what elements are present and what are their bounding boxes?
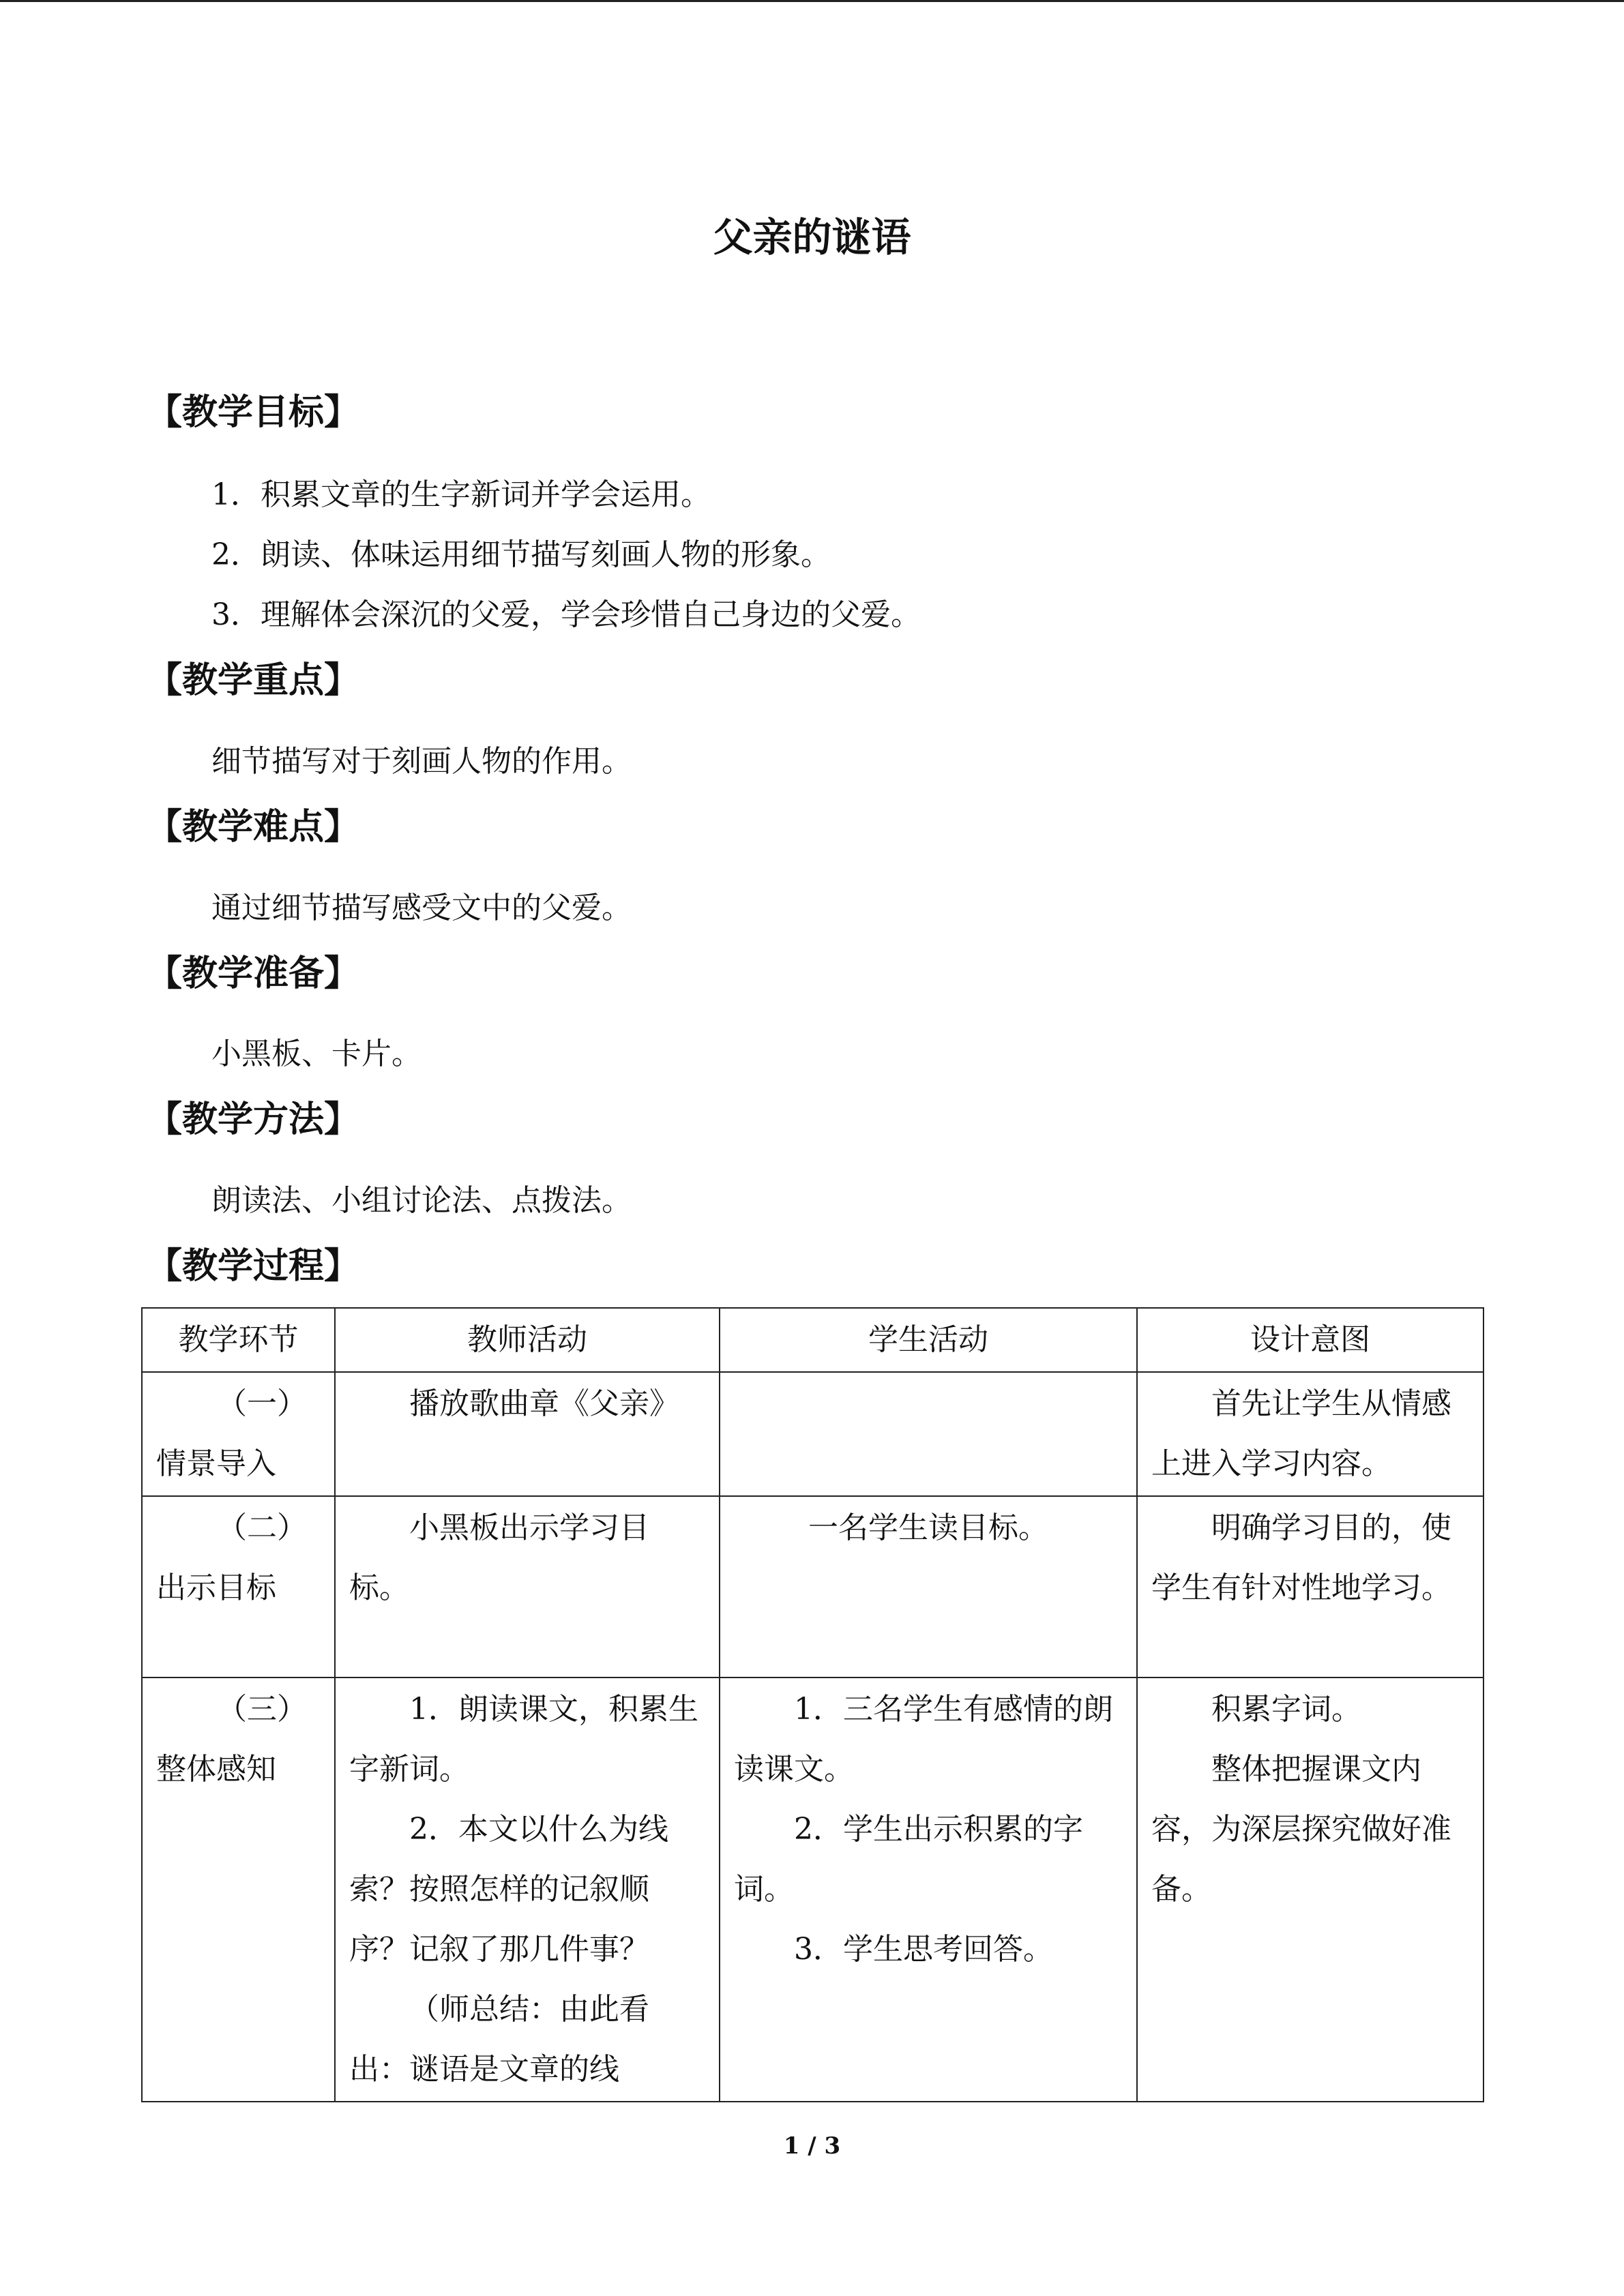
key-points-text: 细节描写对于刻画人物的作用。 (211, 744, 632, 779)
stage-name: 整体感知 (156, 1752, 276, 1787)
student-activity: 一名学生读目标。 (808, 1510, 1048, 1545)
design-intent-cell (1137, 1496, 1483, 1678)
heading-key-points: 【教学重点】 (147, 660, 360, 701)
stage-number: （二） (217, 1510, 307, 1545)
teacher-activity: 小黑板出示学习目标。 (349, 1510, 649, 1605)
student-activity-cell (720, 1678, 1137, 2102)
header-teacher: 教师活动 (335, 1308, 720, 1372)
heading-process: 【教学过程】 (147, 1246, 360, 1287)
teacher-activity: 1．朗读课文，积累生字新词。 (349, 1692, 698, 1787)
design-intent: 整体把握课文内容，为深层探究做好准备。 (1151, 1752, 1451, 1907)
stage-number: （一） (217, 1386, 307, 1421)
table-row (142, 1372, 1483, 1496)
teacher-activity-cell (335, 1678, 720, 2102)
design-intent-cell (1137, 1678, 1483, 2102)
table-row (142, 1496, 1483, 1678)
header-intent: 设计意图 (1137, 1308, 1483, 1372)
teacher-activity-cell (335, 1372, 720, 1496)
heading-preparation: 【教学准备】 (147, 953, 360, 994)
difficulties-text: 通过细节描写感受文中的父爱。 (211, 891, 632, 925)
header-student: 学生活动 (720, 1308, 1137, 1372)
heading-difficulties: 【教学难点】 (147, 807, 360, 848)
methods-text: 朗读法、小组讨论法、点拨法。 (211, 1183, 632, 1218)
stage-name: 出示目标 (156, 1570, 276, 1605)
teacher-activity: （师总结：由此看出：谜语是文章的线 (349, 1992, 649, 2087)
heading-methods: 【教学方法】 (147, 1099, 360, 1140)
teacher-activity: 2．本文以什么为线索？按照怎样的记叙顺序？记叙了那几件事？ (349, 1812, 668, 1967)
goal-item-2: 2．朗读、体味运用细节描写刻画人物的形象。 (211, 537, 831, 572)
heading-goals: 【教学目标】 (147, 392, 360, 433)
stage-cell (142, 1678, 335, 2102)
page-number: 1 / 3 (783, 2132, 841, 2160)
teacher-activity-cell (335, 1496, 720, 1678)
design-intent: 积累字词。 (1211, 1692, 1361, 1727)
table-header-row (142, 1308, 1483, 1372)
design-intent: 明确学习目的，使学生有针对性地学习。 (1151, 1510, 1451, 1605)
student-activity: 2．学生出示积累的字词。 (734, 1812, 1083, 1907)
header-stage: 教学环节 (142, 1308, 335, 1372)
teacher-activity: 播放歌曲章《父亲》 (409, 1386, 679, 1421)
design-intent-cell (1137, 1372, 1483, 1496)
student-activity-cell (720, 1496, 1137, 1678)
table-row (142, 1678, 1483, 2102)
stage-cell (142, 1372, 335, 1496)
student-activity: 1．三名学生有感情的朗读课文。 (734, 1692, 1113, 1787)
top-border-line (0, 0, 1624, 2)
stage-name: 情景导入 (156, 1446, 276, 1481)
design-intent: 首先让学生从情感上进入学习内容。 (1151, 1386, 1451, 1481)
preparation-text: 小黑板、卡片。 (211, 1037, 422, 1071)
goal-item-1: 1．积累文章的生字新词并学会运用。 (211, 477, 711, 512)
stage-number: （三） (217, 1692, 307, 1727)
stage-cell (142, 1496, 335, 1678)
page-title: 父亲的谜语 (713, 214, 911, 260)
student-activity: 3．学生思考回答。 (794, 1932, 1053, 1967)
goal-item-3: 3．理解体会深沉的父爱，学会珍惜自己身边的父爱。 (211, 597, 921, 632)
student-activity-cell (720, 1372, 1137, 1496)
teaching-process-table (141, 1307, 1484, 2102)
